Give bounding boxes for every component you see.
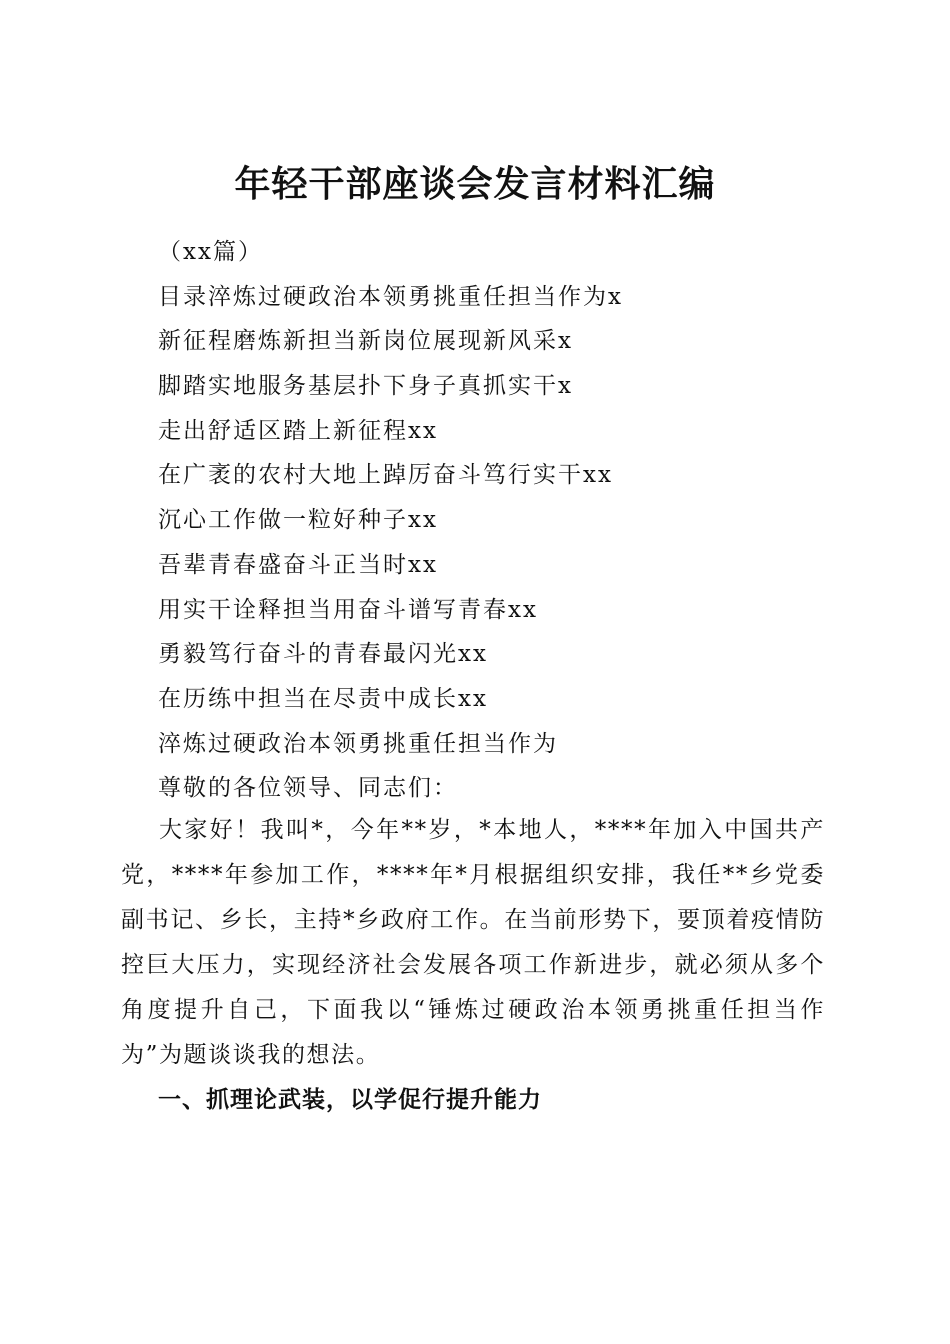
toc-line-3: 脚踏实地服务基层扑下身子真抓实干x: [158, 373, 573, 400]
document-title: 年轻干部座谈会发言材料汇编: [234, 163, 716, 206]
toc-line-1: 目录淬炼过硬政治本领勇挑重任担当作为x: [158, 283, 623, 310]
toc-line-8: 用实干诠释担当用奋斗谱写青春xx: [158, 596, 538, 623]
toc-line-2: 新征程磨炼新担当新岗位展现新风采x: [158, 328, 573, 355]
toc-line-10: 在历练中担当在尽责中成长xx: [158, 685, 488, 712]
toc-line-7: 吾辈青春盛奋斗正当时xx: [158, 551, 438, 578]
speech-title: 淬炼过硬政治本领勇挑重任担当作为: [158, 730, 558, 757]
toc-line-9: 勇毅笃行奋斗的青春最闪光xx: [158, 641, 488, 668]
toc-list: [158, 230, 858, 811]
toc-line-4: 走出舒适区踏上新征程xx: [158, 417, 438, 444]
section-heading: 一、抓理论武装，以学促行提升能力: [158, 1087, 542, 1113]
toc-line-count: （xx篇）: [158, 239, 263, 265]
intro-paragraph: 大家好！我叫*，今年**岁，*本地人，****年加入中国共产党，****年参加工作，****年*月根据组织安排，我任**乡党委副书记、乡长，主持*乡政府工作。在当前形势下，要顶着疫情防控巨大压力，实现经济社会发展各项工作新进步，就必须从多个角度提升自己，下面我以“锤炼过硬政治本领勇挑重任担当作为”为题谈谈我的想法。: [121, 817, 825, 1068]
salutation: 尊敬的各位领导、同志们：: [158, 775, 458, 802]
toc-line-6: 沉心工作做一粒好种子xx: [158, 507, 438, 534]
toc-line-5: 在广袤的农村大地上踔厉奋斗笃行实干xx: [158, 462, 613, 489]
